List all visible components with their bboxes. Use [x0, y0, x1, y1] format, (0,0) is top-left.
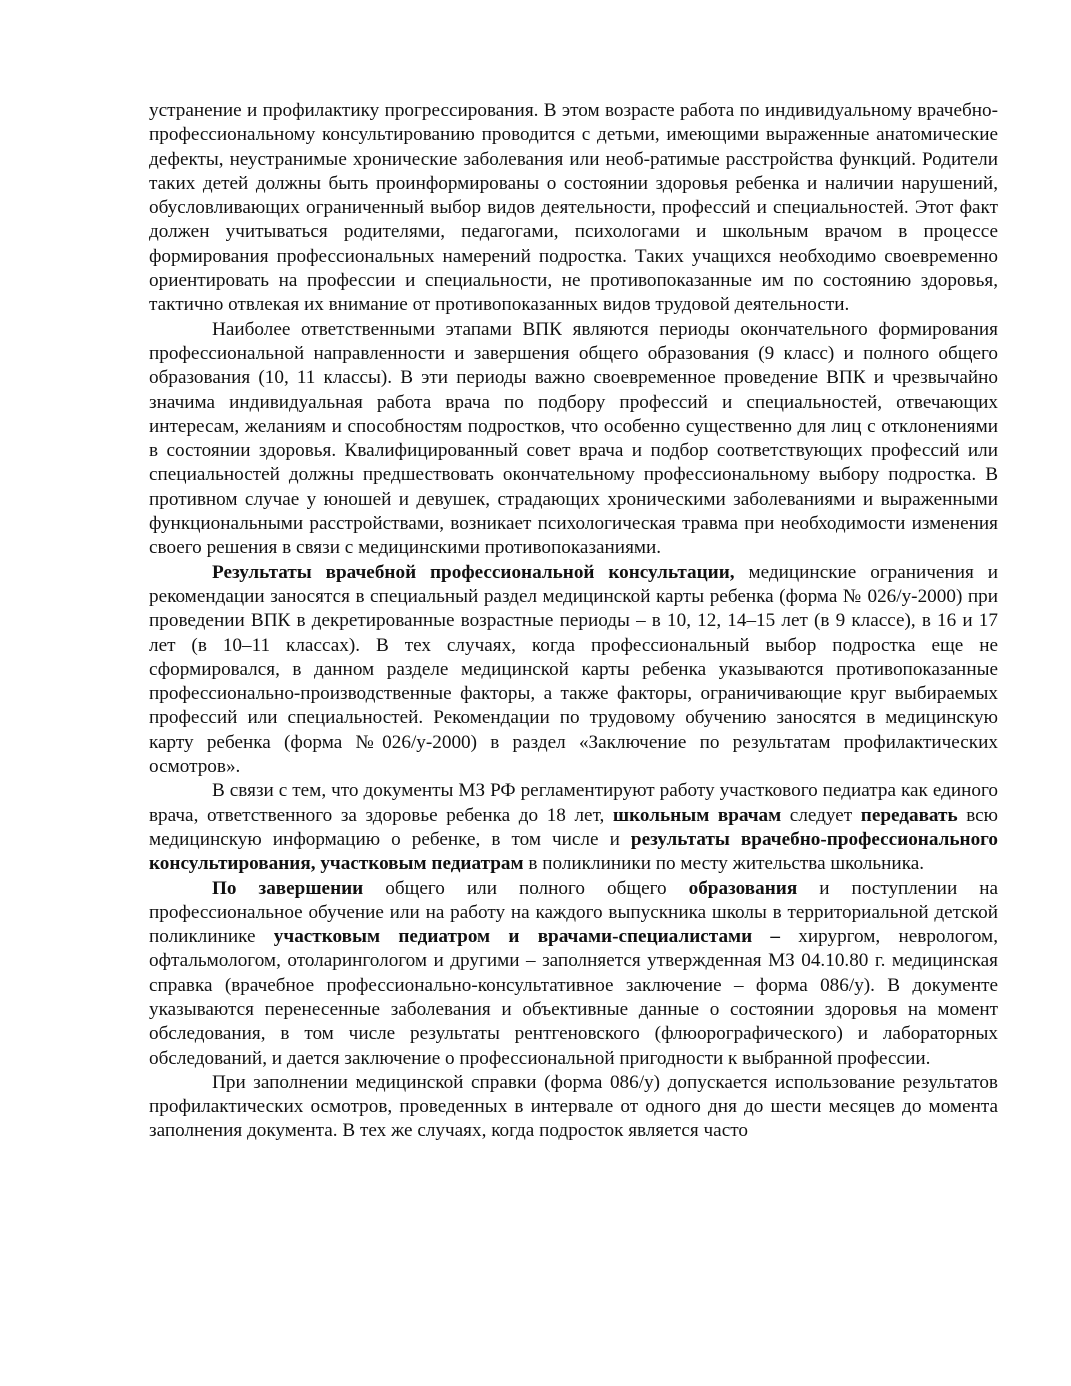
text-run: следует: [781, 804, 861, 826]
text-run: устранение и профилактику прогрессирования. В этом возрасте работа по индивидуальному врачебно-профессиональному консультированию проводится с детьми, имеющими выраженные анатомические дефекты, неустранимые хронические заболевания или необ-ратимые расстройства функций. Родители таких детей должны быть проинформированы о состоянии здоровья ребенка и наличии нарушений, обусловливающих ограниченный выбор видов деятельности, профессий и специальностей. Этот факт должен учитываться родителями, педагогами, психологами и школьным врачом в процессе формирования профессиональных намерений подростка. Таких учащихся необходимо своевременно ориентировать на профессии и специальности, не противопоказанные им по состоянию здоровья, тактично отвлекая их внимание от противопоказанных видов трудовой деятельности.: [149, 100, 998, 316]
text-run: хирургом, неврологом, офтальмологом, отоларингологом и другими – заполняется утвержденная МЗ 04.10.80 г. медицинская справка (врачебное профессионально-консультативное заключение – форма 086/у). В документе указываются перенесенные заболевания и объективные данные о состоянии здоровья на момент обследования, в том числе результаты рентгеновского (флюорографического) и лабораторных обследований, и дается заключение о профессиональной пригодности к выбранной профессии.: [149, 926, 998, 1069]
text-run: и поступлении на профессиональное обучение или на работу на каждого выпускника школы в территориальной детской поликлинике: [149, 877, 998, 948]
text-run: В связи с тем, что документы МЗ РФ регламентируют работу участкового педиатра как единого врача, ответственного за здоровье ребенка до 18 лет,: [149, 780, 998, 826]
bold-text-run: результаты врачебно-профессионального консультирования, участковым педиатрам: [149, 828, 998, 875]
bold-text-run: По завершении: [212, 877, 364, 899]
text-run: всю медицинскую информацию о ребенке, в том числе и: [149, 804, 998, 850]
bold-text-run: Результаты врачебной профессиональной консультации,: [212, 561, 735, 583]
paragraph: [149, 877, 998, 1071]
text-run: медицинские ограничения и рекомендации заносятся в специальный раздел медицинской карты ребенка (форма № 026/у-2000) при проведении ВПК в декретированные возрастные периоды – в 10, 12, 14–15 лет (в 9 классе), в 16 и 17 лет (в 10–11 классах). В тех случаях, когда профессиональный выбор подростка еще не сформировался, в данном разделе медицинской карты ребенка указываются противопоказанные профессионально-производственные факторы, а также факторы, ограничивающие круг выбираемых профессий или специальностей. Рекомендации по трудовому обучению заносятся в медицинскую карту ребенка (форма №026/у-2000) в раздел «Заключение по результатам профилактических осмотров».: [149, 561, 998, 778]
paragraph: [149, 1071, 998, 1144]
text-run: Наиболее ответственными этапами ВПК являются периоды окончательного формирования профессиональной направленности и завершения общего образования (9 класс) и полного общего образования (10, 11 классы). В эти периоды важно своевременное проведение ВПК и чрезвычайно значима индивидуальная работа врача по подбору профессий и специальностей, отвечающих интересам, желаниям и способностям подростков, что особенно существенно для лиц с отклонениями в состоянии здоровья. Квалифицированный совет врача и подбор соответствующих профессий или специальностей должны предшествовать окончательному профессиональному выбору подростка. В противном случае у юношей и девушек, страдающих хроническими заболеваниями и выраженными функциональными расстройствами, возникает психологическая травма при необходимости изменения своего решения в связи с медицинскими противопоказаниями.: [149, 318, 998, 559]
bold-text-run: школьным врачам: [612, 804, 782, 826]
paragraph: [149, 779, 998, 876]
document-page: [149, 99, 998, 1144]
bold-text-run: передавать: [860, 804, 958, 826]
text-run: При заполнении медицинской справки (форма 086/у) допускается использование результатов профилактических осмотров, проведенных в интервале от одного дня до шести месяцев до момента заполнения документа. В тех же случаях, когда подросток является часто: [149, 1071, 998, 1142]
bold-text-run: участковым педиатром и врачами-специалистами –: [273, 926, 781, 948]
paragraph: [149, 561, 998, 780]
paragraph: [149, 99, 998, 318]
bold-text-run: образования: [688, 877, 798, 899]
text-run: общего или полного общего: [363, 877, 689, 899]
paragraph: [149, 318, 998, 561]
text-run: в поликлиники по месту жительства школьника.: [523, 853, 925, 875]
